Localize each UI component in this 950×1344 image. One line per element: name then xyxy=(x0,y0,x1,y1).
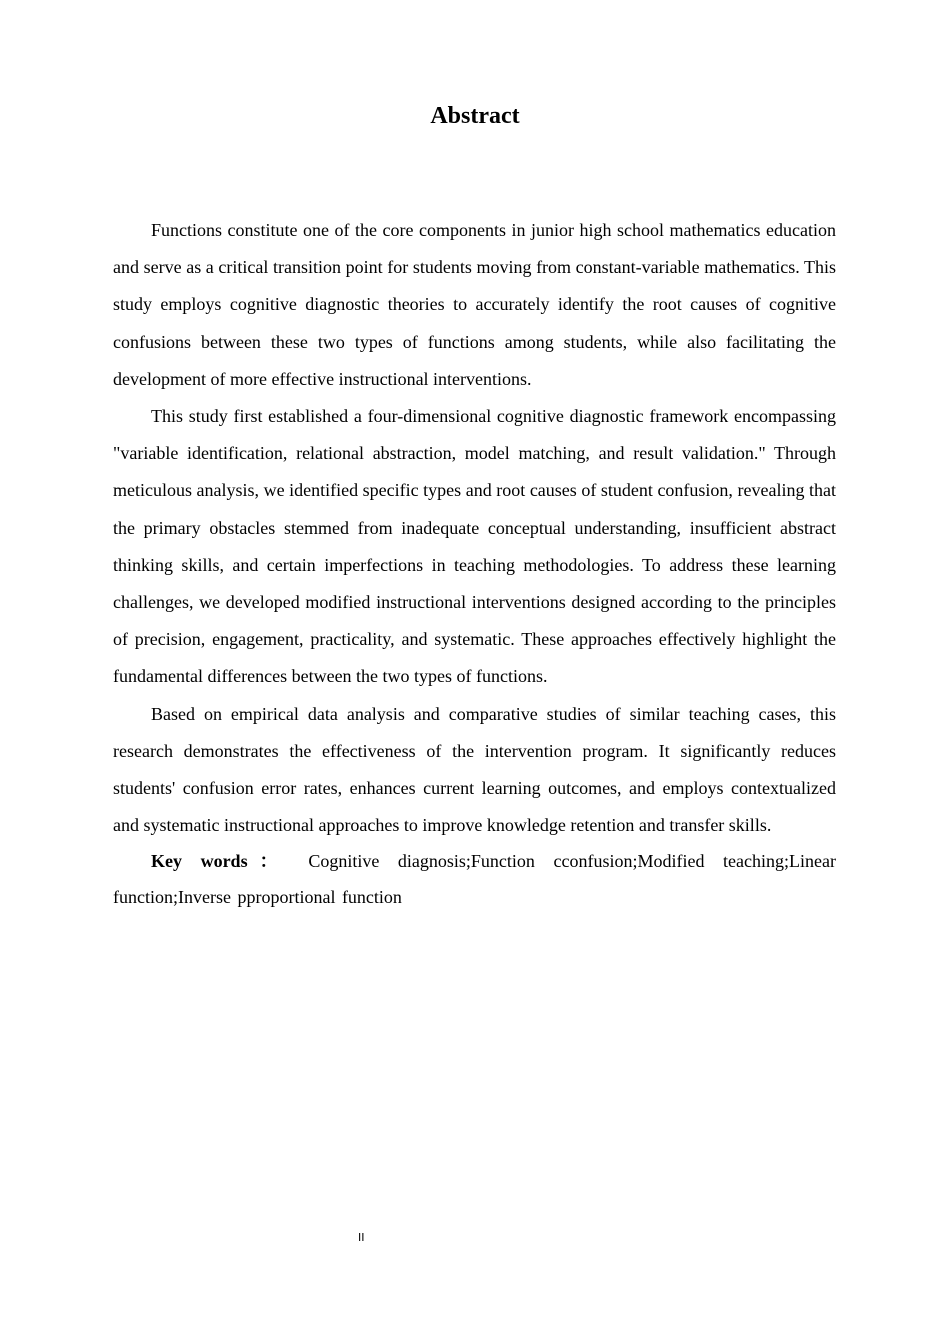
keywords-text: Cognitive diagnosis;Function cconfusion;Modified teaching;Linear function;Inverse pproportional function xyxy=(113,851,836,907)
abstract-body xyxy=(113,212,836,915)
keywords-line xyxy=(113,844,836,915)
page-title: Abstract xyxy=(430,103,520,129)
page-number: II xyxy=(358,1231,365,1244)
abstract-paragraph-3: Based on empirical data analysis and comparative studies of similar teaching cases, this research demonstrates the effectiveness of the intervention program. It significantly reduces students' confusion error rates, enhances current learning outcomes, and employs contextualized and systematic instructional approaches to improve knowledge retention and transfer skills. xyxy=(113,703,836,836)
abstract-paragraph-2: This study first established a four-dimensional cognitive diagnostic framework encompassing "variable identification, relational abstraction, model matching, and result validation." Through meticulous analysis, we identified specific types and root causes of student confusion, revealing that the primary obstacles stemmed from inadequate conceptual understanding, insufficient abstract thinking skills, and certain imperfections in teaching methodologies. To address these learning challenges, we developed modified instructional interventions designed according to the principles of precision, engagement, practicality, and systematic. These approaches effectively highlight the fundamental differences between the two types of functions. xyxy=(113,406,836,687)
keywords-label: Key words： xyxy=(151,851,290,872)
abstract-paragraph-1: Functions constitute one of the core components in junior high school mathematics education and serve as a critical transition point for students moving from constant-variable mathematics. This study employs cognitive diagnostic theories to accurately identify the root causes of cognitive confusions between these two types of functions among students, while also facilitating the development of more effective instructional interventions. xyxy=(113,220,836,389)
